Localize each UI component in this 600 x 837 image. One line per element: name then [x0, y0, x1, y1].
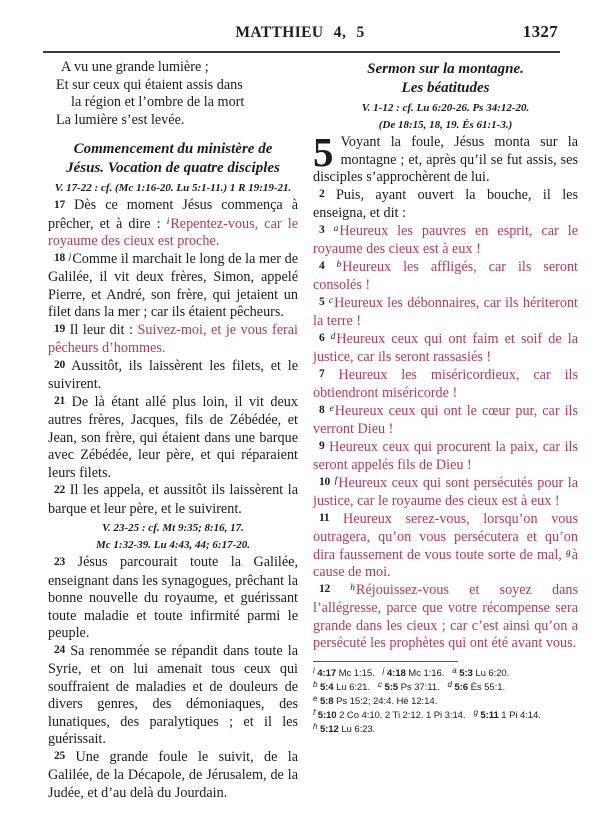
verse-number: 8	[319, 404, 325, 416]
footnote-marker: a	[333, 223, 339, 234]
verse-number: 6	[319, 332, 325, 344]
footnote-marker: h	[350, 582, 356, 593]
footnote-marker: e	[329, 403, 334, 414]
verse	[313, 367, 578, 403]
poem-line: La lumière s’est levée.	[56, 111, 185, 128]
verse	[48, 554, 298, 643]
verse-text: Il leur dit :	[69, 321, 138, 338]
footnote-letter: e	[313, 693, 318, 703]
verse-number: 17	[54, 198, 66, 211]
verse-number: 2	[319, 188, 325, 200]
verse	[313, 187, 578, 223]
red-letter-text: Réjouissez-vous et soyez dans l’allégresse, parce que votre récompense sera grande dans les cieux ; car c’est ainsi qu’on a persécuté les prophètes qui ont été avant vous.	[313, 581, 579, 651]
footnote-entry: $^d$ 5:6 És 55:1.	[447, 679, 506, 693]
verse	[313, 582, 578, 653]
running-head: MATTHIEU 4, 5	[235, 24, 365, 41]
red-letter-text: Heureux les affligés, car ils seront consolés !	[313, 258, 578, 293]
verse-text: Il les appela, et aussitôt ils laissèrent la barque et leur père, et le suivirent.	[48, 482, 298, 517]
footnote-letter: i	[313, 665, 315, 675]
footnote-line	[313, 709, 578, 723]
verse	[48, 643, 298, 749]
verse	[313, 129, 578, 187]
footnote-marker: j	[68, 251, 72, 262]
verse-number: 22	[54, 483, 66, 496]
footnote-entry: $^f$ 5:10 2 Co 4:10. 2 Ti 2:12. 1 Pi 3:14.	[313, 707, 466, 721]
cross-reference: V. 23-25 : cf. Mt 9:35; 8:16, 17.	[102, 522, 244, 534]
footnote-letter: a	[452, 665, 457, 675]
cross-reference: V. 1-12 : cf. Lu 6:20-26. Ps 34:12-20.	[361, 102, 530, 114]
verse	[313, 475, 578, 511]
verse-number: 12	[319, 583, 331, 595]
footnote-letter: g	[473, 707, 478, 717]
footnote-verse-ref: 4:18	[386, 667, 406, 679]
verse-number: 11	[319, 512, 330, 524]
footnote-marker: i	[166, 216, 170, 227]
red-letter-text: Heureux les pauvres en esprit, car le royaume des cieux est à eux !	[313, 222, 579, 257]
verse-number: 19	[54, 323, 66, 335]
footnote-verse-ref: 5:5	[384, 681, 399, 693]
footnote-letter: b	[313, 679, 318, 689]
footnote-verse-ref: 5:11	[480, 709, 499, 721]
section-heading-line: Commencement du ministère de	[73, 141, 273, 157]
verse	[48, 482, 298, 518]
footnote-line	[313, 681, 578, 695]
poem-line: la région et l’ombre de la mort	[71, 94, 245, 110]
verse-text: Jésus parcourait toute la Galilée, enseignant dans les synagogues, prêchant la bonne nouvelle du royaume, et guérissant toute maladie et toute infirmité parmi le peuple.	[48, 554, 299, 641]
verse-number: 3	[319, 224, 325, 236]
verse	[313, 295, 578, 331]
footnote-verse-ref: 5:3	[459, 667, 473, 679]
red-letter-text: Suivez-moi, et je vous ferai pêcheurs d’hommes.	[48, 321, 298, 356]
footnote-verse-ref: 5:10	[317, 709, 337, 721]
verse	[48, 251, 298, 322]
verse	[313, 511, 578, 582]
section-heading-line: Jésus. Vocation de quatre disciples	[66, 160, 280, 176]
footnote-line	[313, 695, 578, 709]
footnote-line	[313, 723, 578, 737]
verse-text: Comme il marchait le long de la mer de Galilée, il vit deux frères, Simon, appelé Pierre, et André, son frère, qui jetaient un filet dans la mer ; car ils étaient pêcheurs.	[48, 250, 299, 320]
footnote-entry: $^a$ 5:3 Lu 6:20.	[452, 665, 510, 679]
red-letter-text: à cause de moi.	[313, 546, 578, 580]
verse	[48, 322, 298, 358]
footnote-marker: c	[328, 295, 334, 306]
verse	[313, 259, 578, 295]
footnote-letter: f	[313, 707, 316, 717]
footnote-rule	[313, 661, 458, 662]
verse	[48, 358, 298, 394]
verse-number: 9	[319, 440, 325, 452]
footnotes	[313, 667, 578, 737]
footnote-line	[313, 667, 578, 681]
footnote-marker: f	[334, 475, 338, 486]
footnote-entry: $^c$ 5:5 Ps 37:11.	[377, 679, 440, 693]
footnote-verse-ref: 5:12	[319, 723, 339, 735]
verse-number: 25	[54, 750, 66, 762]
verse-text: Sa renommée se répandit dans toute la Syrie, et on lui amenait tous ceux qui souffraient de maladies et de douleurs de divers genres, des démoniaques, des lunatiques, des paralytiques ; et il les guérissait.	[48, 642, 299, 747]
section-heading-line: Les béatitudes	[401, 80, 490, 96]
verse-text: Une grande foule le suivit, de la Galilée, de la Décapole, de Jérusalem, de la Judée, et d’au delà du Jourdain.	[48, 748, 299, 801]
verse-text: Dès ce moment Jésus commença à prêcher, et à dire :	[48, 197, 299, 232]
verse	[313, 331, 578, 367]
section-heading	[317, 60, 574, 98]
poem-line: A vu une grande lumière ;	[61, 59, 209, 75]
verse-number: 10	[319, 476, 331, 488]
verse-number: 24	[54, 644, 66, 656]
chapter-number: 5	[313, 129, 334, 175]
red-letter-text: Heureux ceux qui ont faim et soif de la justice, car ils seront rassasiés !	[313, 330, 578, 365]
footnote-verse-ref: 5:6	[454, 681, 469, 693]
footnote-letter: c	[377, 679, 382, 689]
verse-number: 21	[54, 395, 66, 407]
verse	[313, 403, 578, 439]
verse-number: 23	[54, 555, 66, 568]
footnote-entry: $^g$ 5:11 1 Pi 4:14.	[473, 707, 541, 721]
footnote-letter: h	[313, 721, 318, 731]
red-letter-text: Heureux les miséricordieux, car ils obtiendront miséricorde !	[313, 366, 578, 401]
verse	[313, 223, 578, 259]
page-header	[0, 0, 600, 48]
footnote-entry: $^j$ 4:18 Mc 1:16.	[382, 665, 445, 679]
red-letter-text: Heureux ceux qui ont le cœur pur, car ils verront Dieu !	[313, 402, 578, 437]
verse-text: De là étant allé plus loin, il vit deux autres frères, Jacques, fils de Zébédée, et Jean, son frère, qui étaient dans une barque avec Zébédée, leur père, et qui réparaient leurs filets.	[48, 393, 298, 481]
left-column	[48, 59, 298, 802]
footnote-entry: $^i$ 4:17 Mc 1:15.	[313, 665, 375, 679]
poem-stanza	[56, 59, 298, 129]
verse	[48, 197, 298, 251]
cross-reference: Mc 1:32-39. Lu 4:43, 44; 6:17-20.	[96, 539, 250, 551]
red-letter-text: Heureux serez-vous, lorsqu’on vous outragera, qu’on vous persécutera et qu’on dira faussement de vous toute sorte de mal,	[313, 510, 578, 563]
footnote-marker: b	[336, 259, 342, 270]
page-number: 1327	[522, 22, 558, 41]
poem-line: Et sur ceux qui étaient assis dans	[56, 76, 243, 93]
red-letter-text: Repentez-vous, car le royaume des cieux est proche.	[48, 215, 298, 249]
section-heading	[52, 140, 294, 178]
footnote-entry: $^e$ 5:8 Ps 15:2; 24:4. Hé 12:14.	[313, 693, 438, 707]
verse-number: 20	[54, 359, 66, 371]
verse-text: Voyant la foule, Jésus monta sur la montagne ; et, après qu’il se fut assis, ses disciples s’approchèrent de lui.	[313, 134, 578, 185]
footnote-letter: d	[447, 679, 452, 689]
footnote-marker: d	[330, 331, 336, 342]
verse	[48, 749, 298, 803]
text-columns	[0, 53, 600, 802]
verse-text: Puis, ayant ouvert la bouche, il les enseigna, et dit :	[313, 186, 578, 221]
verse-number: 7	[319, 368, 325, 380]
red-letter-text: Heureux les débonnaires, car ils hériteront la terre !	[313, 294, 579, 329]
right-column	[313, 59, 578, 737]
verse-number: 5	[319, 296, 325, 308]
verse	[48, 394, 298, 483]
verse-number: 4	[319, 260, 325, 272]
footnote-letter: j	[382, 665, 385, 675]
verse-number: 18	[54, 252, 66, 264]
footnote-verse-ref: 4:17	[317, 667, 337, 679]
section-heading-line: Sermon sur la montagne.	[367, 61, 524, 77]
verse	[313, 439, 578, 475]
red-letter-text: Heureux ceux qui procurent la paix, car ils seront appelés fils de Dieu !	[313, 438, 578, 473]
cross-reference: V. 17-22 : cf. (Mc 1:16-20. Lu 5:1-11.) 1 R 19:19-21.	[54, 182, 292, 194]
verse-text: Aussitôt, ils laissèrent les filets, et le suivirent.	[48, 357, 298, 392]
cross-reference: (De 18:15, 18, 19. És 61:1-3.)	[378, 119, 513, 131]
footnote-verse-ref: 5:8	[319, 695, 334, 707]
footnote-marker: g	[565, 547, 571, 558]
footnote-entry: $^b$ 5:4 Lu 6:21.	[313, 679, 370, 693]
footnote-entry: $^h$ 5:12 Lu 6:23.	[313, 721, 376, 735]
red-letter-text: Heureux ceux qui sont persécutés pour la justice, car le royaume des cieux est à eux !	[313, 474, 578, 509]
footnote-verse-ref: 5:4	[319, 681, 334, 693]
